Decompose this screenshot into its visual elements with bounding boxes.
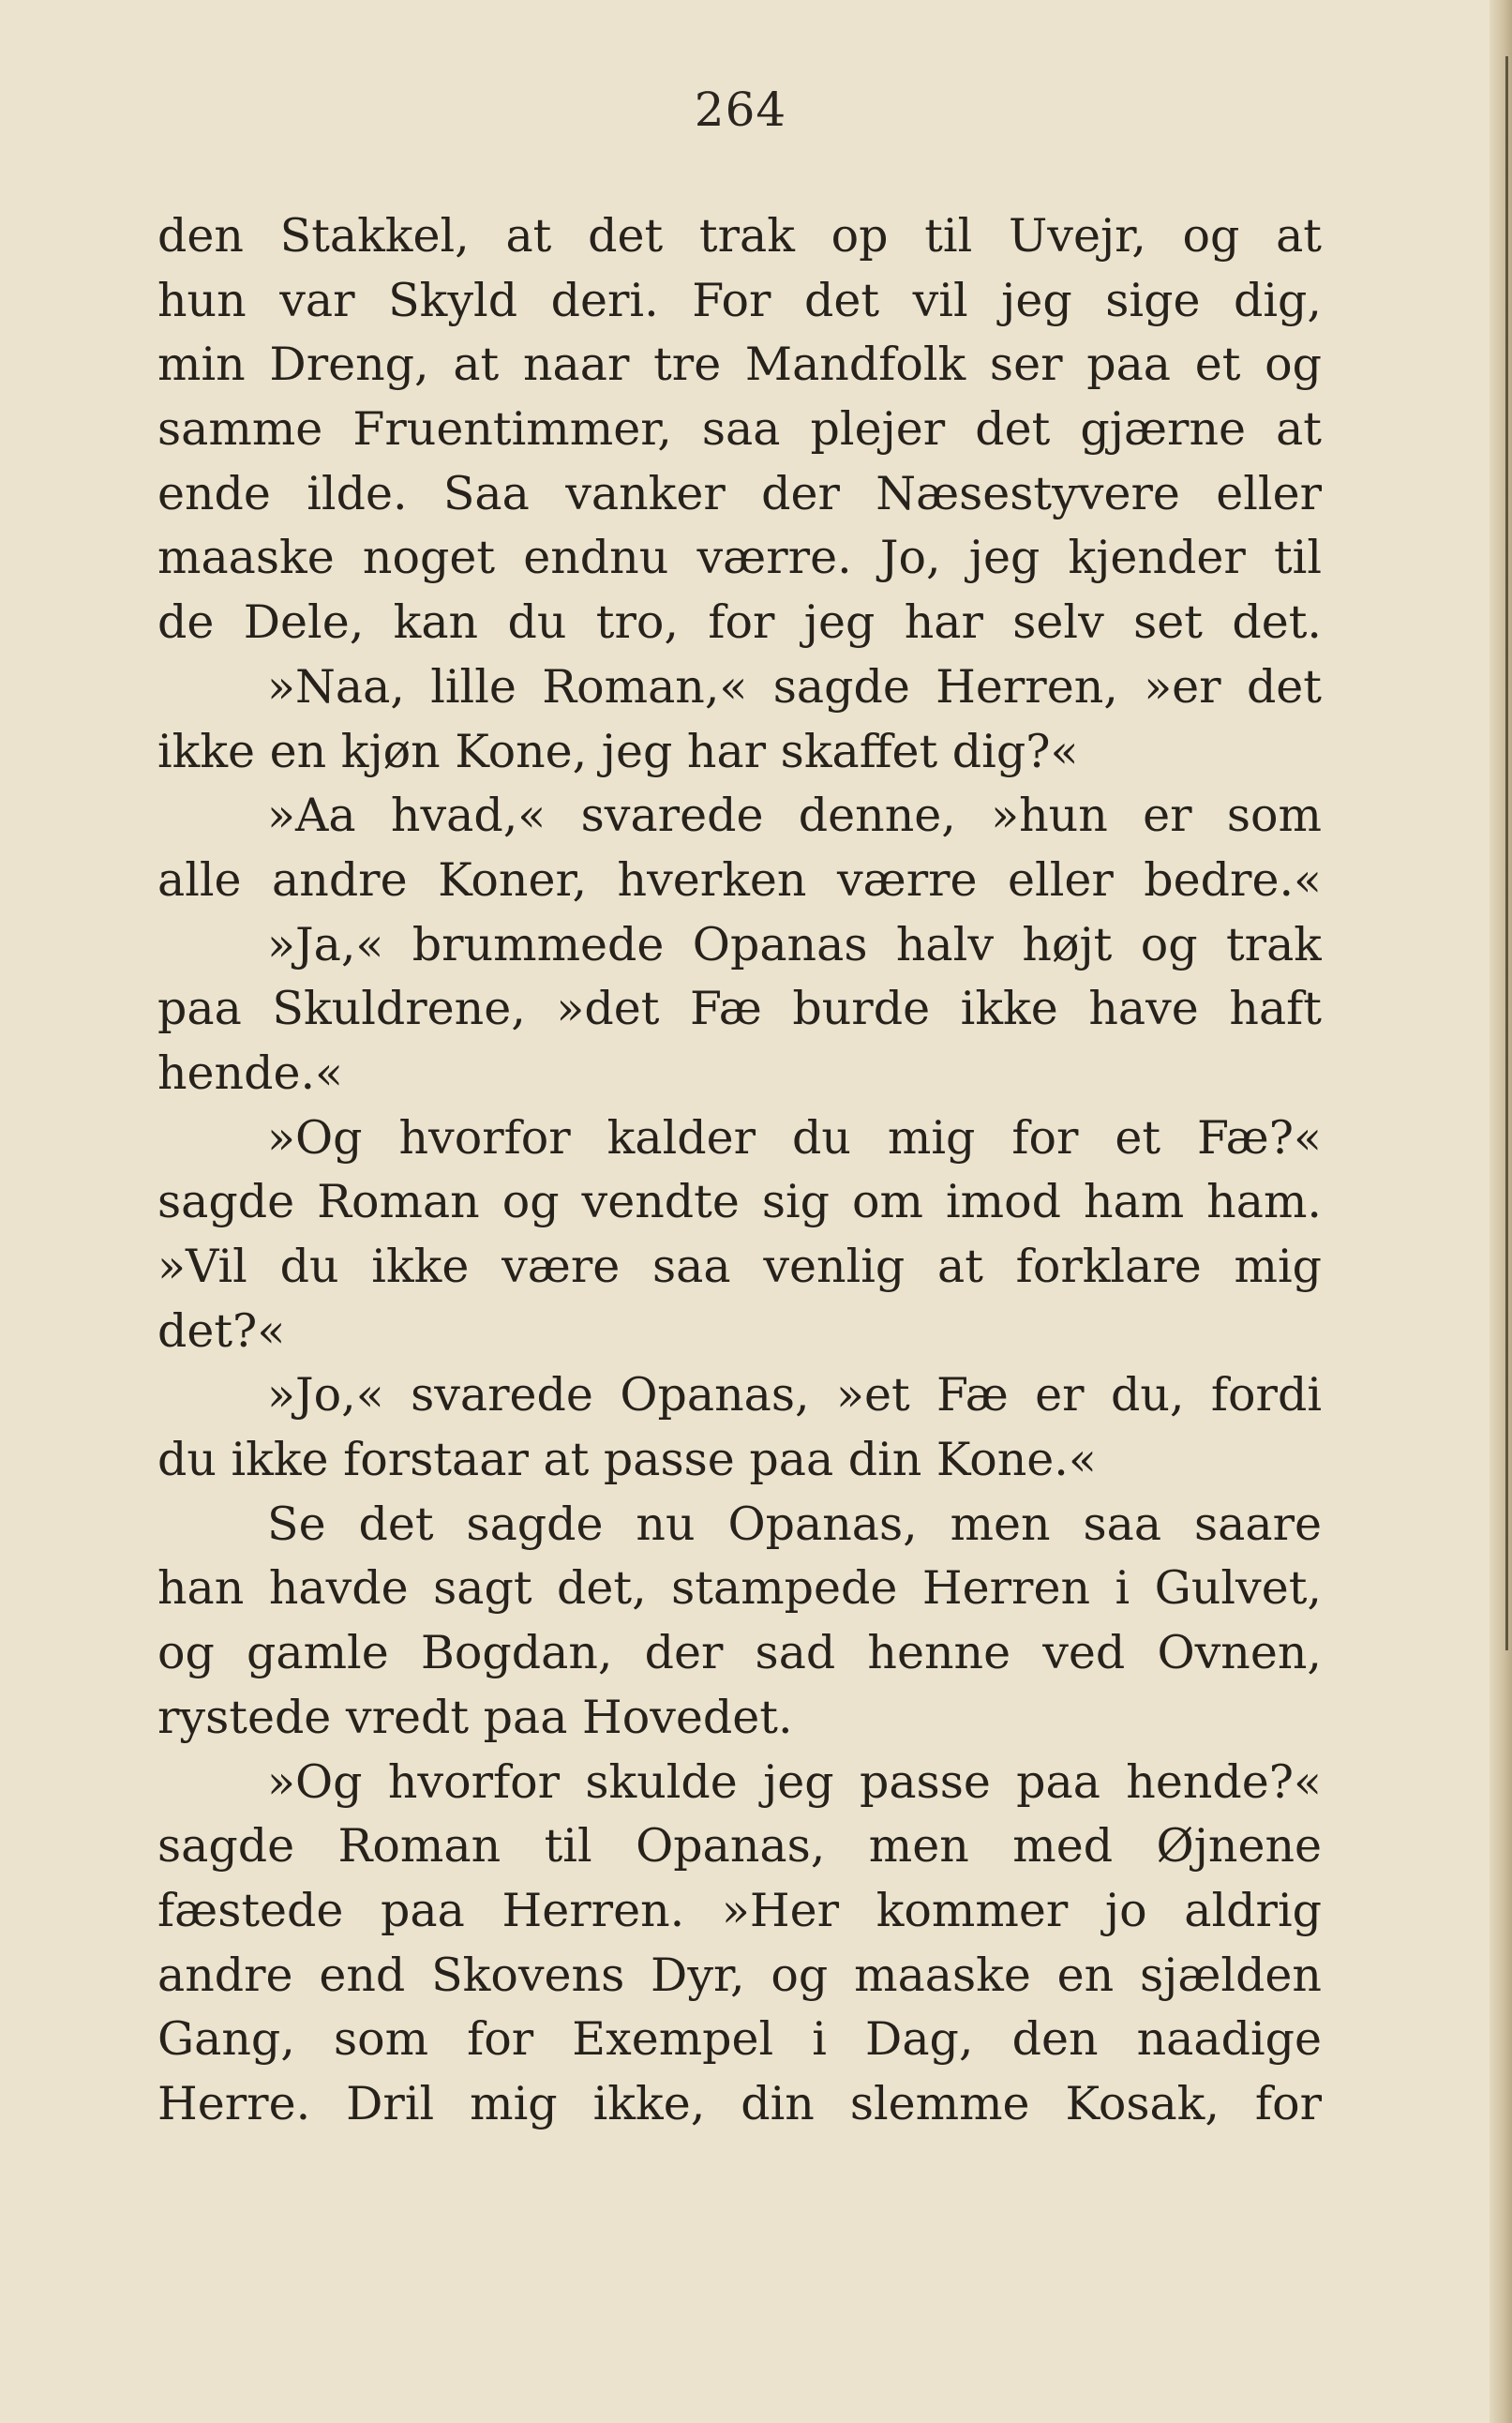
text-line: min Dreng, at naar tre Mandfolk ser paa et og: [157, 338, 1322, 392]
text-line: Gang, som for Exempel i Dag, den naadige: [157, 2012, 1322, 2067]
text-line: det?«: [157, 1303, 286, 1358]
page-number: 264: [694, 83, 787, 137]
text-line: du ikke forstaar at passe paa din Kone.«: [157, 1433, 1097, 1487]
text-line: Se det sagde nu Opanas, men saa saare: [267, 1497, 1322, 1551]
text-line: sagde Roman til Opanas, men med Øjnene: [157, 1819, 1322, 1874]
text-line: fæstede paa Herren. »Her kommer jo aldrig: [157, 1883, 1322, 1937]
text-line: de Dele, kan du tro, for jeg har selv set det.: [157, 595, 1322, 650]
text-line: »Og hvorfor skulde jeg passe paa hende?«: [267, 1754, 1322, 1809]
text-line: ende ilde. Saa vanker der Næsestyvere eller: [157, 466, 1322, 520]
text-line: samme Fruentimmer, saa plejer det gjærne at: [157, 402, 1322, 457]
text-line: den Stakkel, at det trak op til Uvejr, og at: [157, 209, 1322, 263]
text-line: »Jo,« svarede Opanas, »et Fæ er du, fordi: [267, 1368, 1322, 1422]
text-line: maaske noget endnu værre. Jo, jeg kjender til: [157, 531, 1322, 585]
text-line: andre end Skovens Dyr, og maaske en sjælden: [157, 1948, 1322, 2002]
page-edge-shadow: [1490, 0, 1512, 2423]
text-line: og gamle Bogdan, der sad henne ved Ovnen,: [157, 1626, 1322, 1680]
text-line: rystede vredt paa Hovedet.: [157, 1690, 793, 1744]
text-line: Herre. Dril mig ikke, din slemme Kosak, for: [157, 2076, 1322, 2130]
text-line: sagde Roman og vendte sig om imod ham ham.: [157, 1175, 1322, 1229]
body-text: [157, 204, 1322, 2137]
text-line: paa Skuldrene, »det Fæ burde ikke have haft: [157, 982, 1322, 1036]
text-line: »Naa, lille Roman,« sagde Herren, »er det: [267, 659, 1322, 714]
text-line: han havde sagt det, stampede Herren i Gulvet,: [157, 1561, 1322, 1616]
text-line: »Vil du ikke være saa venlig at forklare mig: [157, 1240, 1322, 1293]
text-line: ikke en kjøn Kone, jeg har skaffet dig?«: [157, 724, 1079, 778]
text-line: »Ja,« brummede Opanas halv højt og trak: [267, 917, 1322, 971]
text-line: hun var Skyld deri. For det vil jeg sige dig,: [157, 273, 1322, 327]
text-line: »Aa hvad,« svarede denne, »hun er som: [267, 789, 1322, 843]
page-edge-line: [1505, 56, 1508, 1650]
text-line: »Og hvorfor kalder du mig for et Fæ?«: [267, 1110, 1322, 1165]
text-line: alle andre Koner, hverken værre eller bedre.«: [157, 852, 1322, 907]
text-line: hende.«: [157, 1046, 344, 1100]
